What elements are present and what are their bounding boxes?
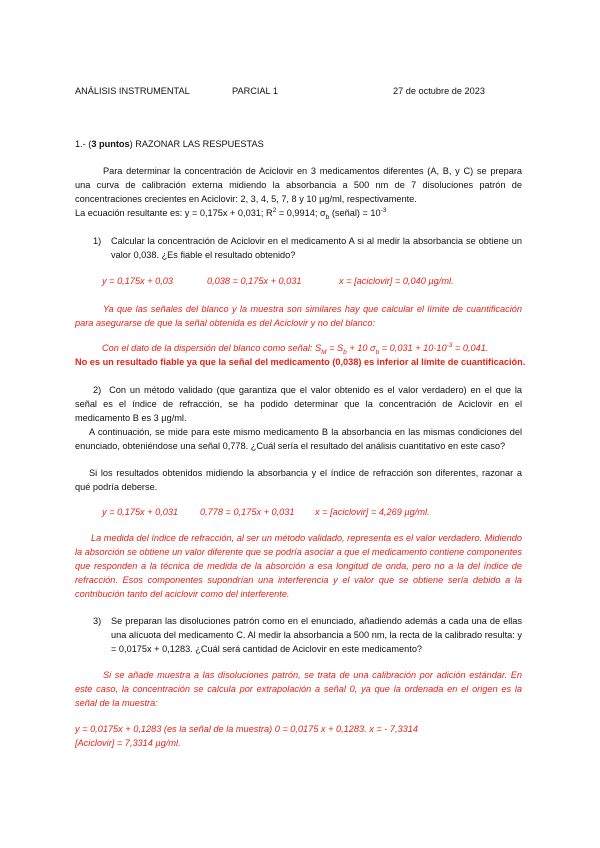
item-3-result: [Aciclovir] = 7,3314 µg/ml. — [75, 738, 181, 748]
item-2-third-paragraph: Si los resultados obtenidos midiendo la absorbancia y el índice de refracción son diferentes, razonar a qué podría deberse. — [75, 468, 522, 492]
item-1-equation-a: y = 0,175x + 0,03 — [102, 276, 174, 286]
item-2-text: 2) Con un método validado (que garantiza que el valor obtenido es el valor verdadero) en el que la señal es el índice de refracción, se ha podido determinar que la concentración de Aciclovir en el medicamento B es 3 µg/ml. — [75, 385, 522, 423]
item-2-answer: La medida del índice de refracción, al ser un método validado, representa es el valor verdadero. Midiendo la absorción se obtiene un valor diferente que se podría asociar a que el medicamento contiene componentes que responden a la técnica de medida de la absorción a esa longitud de onda, pero no a la del índice de refracción. Esos componentes supondrían una interferencia y el valor que se obtiene sería debido a la contribución tanto del aciclovir como del interferente. — [75, 533, 522, 599]
item-1-text: Calcular la concentración de Aciclovir en el medicamento A si al medir la absorbancia se obtiene un valor 0,038. ¿Es fiable el resultado obtenido? — [111, 236, 522, 260]
item-3-text: Se preparan las disoluciones patrón como en el enunciado, añadiendo además a cada una de ellas una alícuota del medicamento C. Al medir la absorbancia a 500 nm, la recta de la calibrado resulta: y = 0,0175x + 0,1283. ¿Cuál será cantidad de Aciclovir en este medicamento? — [111, 616, 522, 654]
item-3-calculation: y = 0,0175x + 0,1283 (es la señal de la muestra) 0 = 0,0175 x + 0,1283. x = - 7,3314 — [75, 724, 418, 734]
exam-name: PARCIAL 1 — [232, 86, 278, 96]
item-2-number: 2) — [93, 385, 102, 395]
item-1-answer: Ya que las señales del blanco y la muestra son similares hay que calcular el límite de cuantificación para asegurarse de que la señal obtenida es del Aciclovir y no del blanco: — [75, 304, 522, 328]
item-2-equation-a: y = 0,175x + 0,031 — [102, 507, 179, 517]
question-points: 3 puntos — [91, 139, 130, 149]
item-1-equation-b: 0,038 = 0,175x + 0,031 — [207, 276, 302, 286]
item-3-answer: Si se añade muestra a las disoluciones patrón, se trata de una calibración por adición estándar. En este caso, la concentración se calcula por extrapolación a señal 0, ya que la ordenada en el origen es la señal de la muestra: — [75, 670, 522, 708]
item-1-equation-c: x = [aciclovir] = 0,040 µg/ml. — [339, 276, 454, 286]
question-heading — [75, 137, 264, 151]
exam-date: 27 de octubre de 2023 — [393, 86, 485, 96]
subject-title: ANÁLISIS INSTRUMENTAL — [75, 86, 190, 96]
item-2-equation-b: 0,778 = 0,175x + 0,031 — [200, 507, 295, 517]
item-2-second-paragraph: A continuación, se mide para este mismo medicamento B la absorbancia en las mismas condiciones del enunciado, obteniéndose una señal 0,778. ¿Cuál sería el resultado del análisis cuantitativo en este caso? — [75, 427, 522, 451]
question-intro: Para determinar la concentración de Aciclovir en 3 medicamentos diferentes (A, B, y C) se prepara una curva de calibración externa midiendo la absorbancia a 500 nm de 7 disoluciones patrón de concentraciones crecientes en Aciclovir: 2, 3, 4, 5, 7, 8 y 10 µg/ml, respectivamente. — [75, 166, 522, 204]
item-1-number: 1) — [93, 236, 102, 246]
item-2-equation-c: x = [aciclovir] = 4,269 µg/ml. — [315, 507, 430, 517]
calibration-equation: La ecuación resultante es: y = 0,175x + 0,031; $R^2 = 0,9914$; $\sigma_b$ (señal) = $10^{-3}$ — [75, 206, 387, 221]
item-1-conclusion: No es un resultado fiable ya que la señal del medicamento (0,038) es inferior al límite de cuantificación. — [75, 357, 526, 367]
item-1-quantification-formula: Con el dato de la dispersión del blanco como señal: $S_M = S_b + 10$ $\sigma_b = 0,031 + 10\cdot 10^{-3} = 0,041$. — [102, 341, 489, 356]
question-number: 1.- ( — [75, 139, 92, 149]
question-title: ) RAZONAR LAS RESPUESTAS — [129, 139, 264, 149]
item-3-number: 3) — [93, 616, 102, 626]
